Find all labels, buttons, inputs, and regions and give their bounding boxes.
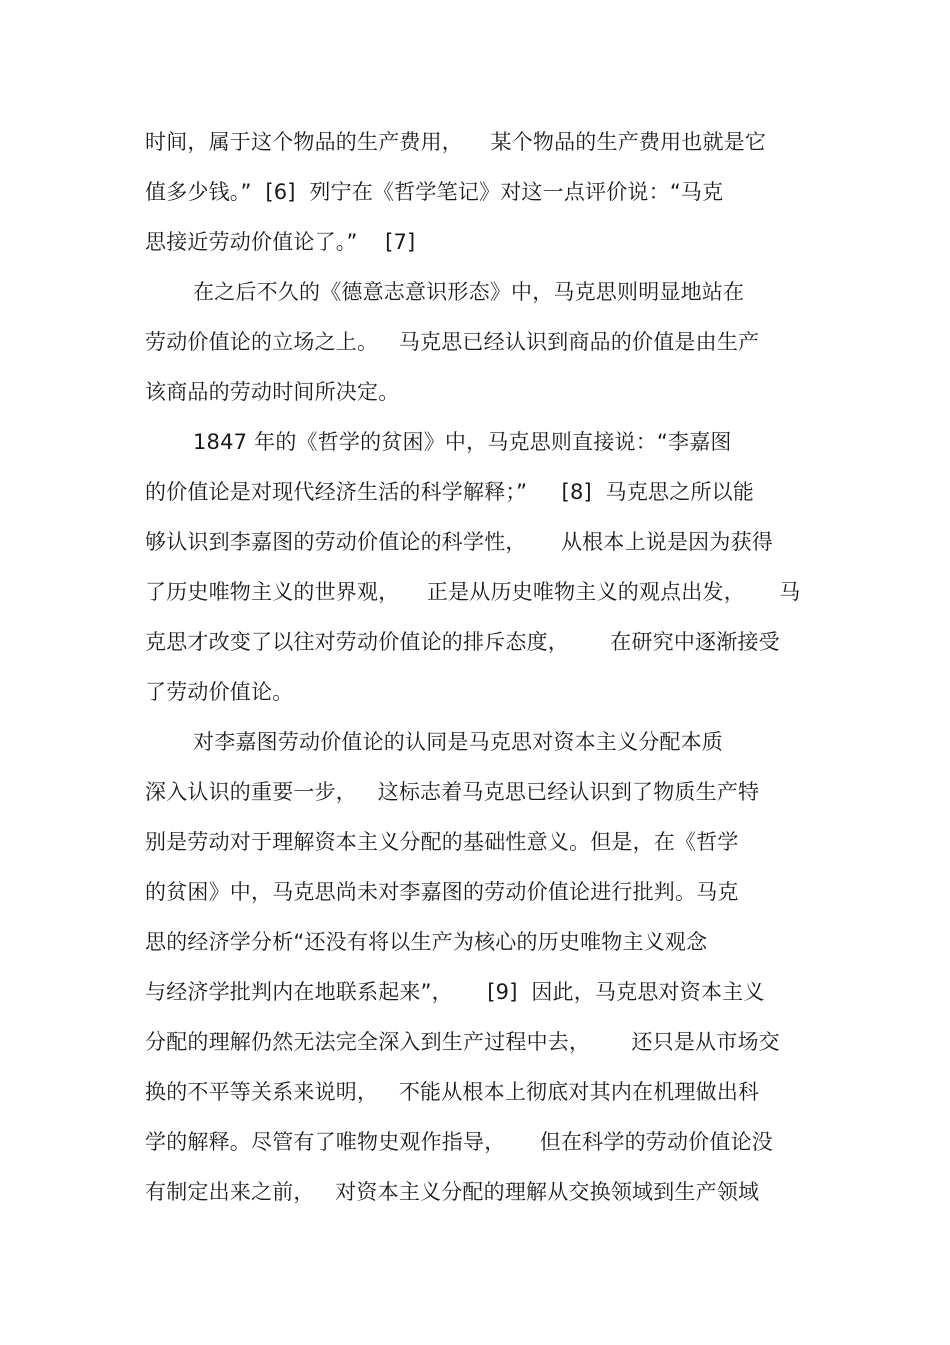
- text-line-14: 深入认识的重要一步， 这标志着马克思已经认识到了物质生产特: [145, 780, 760, 804]
- text-line-18: 与经济学批判内在地联系起来”， [9] 因此，马克思对资本主义: [145, 980, 765, 1004]
- text-line-3: 思接近劳动价值论了。” [7]: [145, 230, 416, 254]
- text-line-17: 思的经济学分析“还没有将以生产为核心的历史唯物主义观念: [145, 930, 708, 954]
- text-line-22: 有制定出来之前， 对资本主义分配的理解从交换领域到生产领域: [145, 1180, 760, 1204]
- text-line-12: 了劳动价值论。: [145, 680, 294, 704]
- text-line-21: 学的解释。尽管有了唯物史观作指导， 但在科学的劳动价值论没: [145, 1130, 773, 1154]
- text-line-16: 的贫困》中，马克思尚未对李嘉图的劳动价值论进行批判。马克: [145, 880, 739, 904]
- text-line-19: 分配的理解仍然无法完全深入到生产过程中去， 还只是从市场交: [145, 1030, 780, 1054]
- text-line-1: 时间，属于这个物品的生产费用， 某个物品的生产费用也就是它: [145, 130, 767, 154]
- text-line-9: 够认识到李嘉图的劳动价值论的科学性， 从根本上说是因为获得: [145, 530, 773, 554]
- text-line-10: 了历史唯物主义的世界观， 正是从历史唯物主义的观点出发， 马: [145, 580, 801, 604]
- text-line-20: 换的不平等关系来说明， 不能从根本上彻底对其内在机理做出科: [145, 1080, 760, 1104]
- text-line-4: 在之后不久的《德意志意识形态》中，马克思则明显地站在: [193, 280, 745, 304]
- text-line-11: 克思才改变了以往对劳动价值论的排斥态度， 在研究中逐渐接受: [145, 630, 780, 654]
- text-line-7: 1847 年的《哲学的贫困》中，马克思则直接说：“李嘉图: [193, 430, 732, 454]
- text-line-6: 该商品的劳动时间所决定。: [145, 380, 400, 404]
- text-line-8: 的价值论是对现代经济生活的科学解释；” [8] 马克思之所以能: [145, 480, 755, 504]
- text-line-13: 对李嘉图劳动价值论的认同是马克思对资本主义分配本质: [193, 730, 723, 754]
- text-line-2: 值多少钱。” [6] 列宁在《哲学笔记》对这一点评价说：“马克: [145, 180, 724, 204]
- text-line-5: 劳动价值论的立场之上。 马克思已经认识到商品的价值是由生产: [145, 330, 760, 354]
- text-line-15: 别是劳动对于理解资本主义分配的基础性意义。但是，在《哲学: [145, 830, 739, 854]
